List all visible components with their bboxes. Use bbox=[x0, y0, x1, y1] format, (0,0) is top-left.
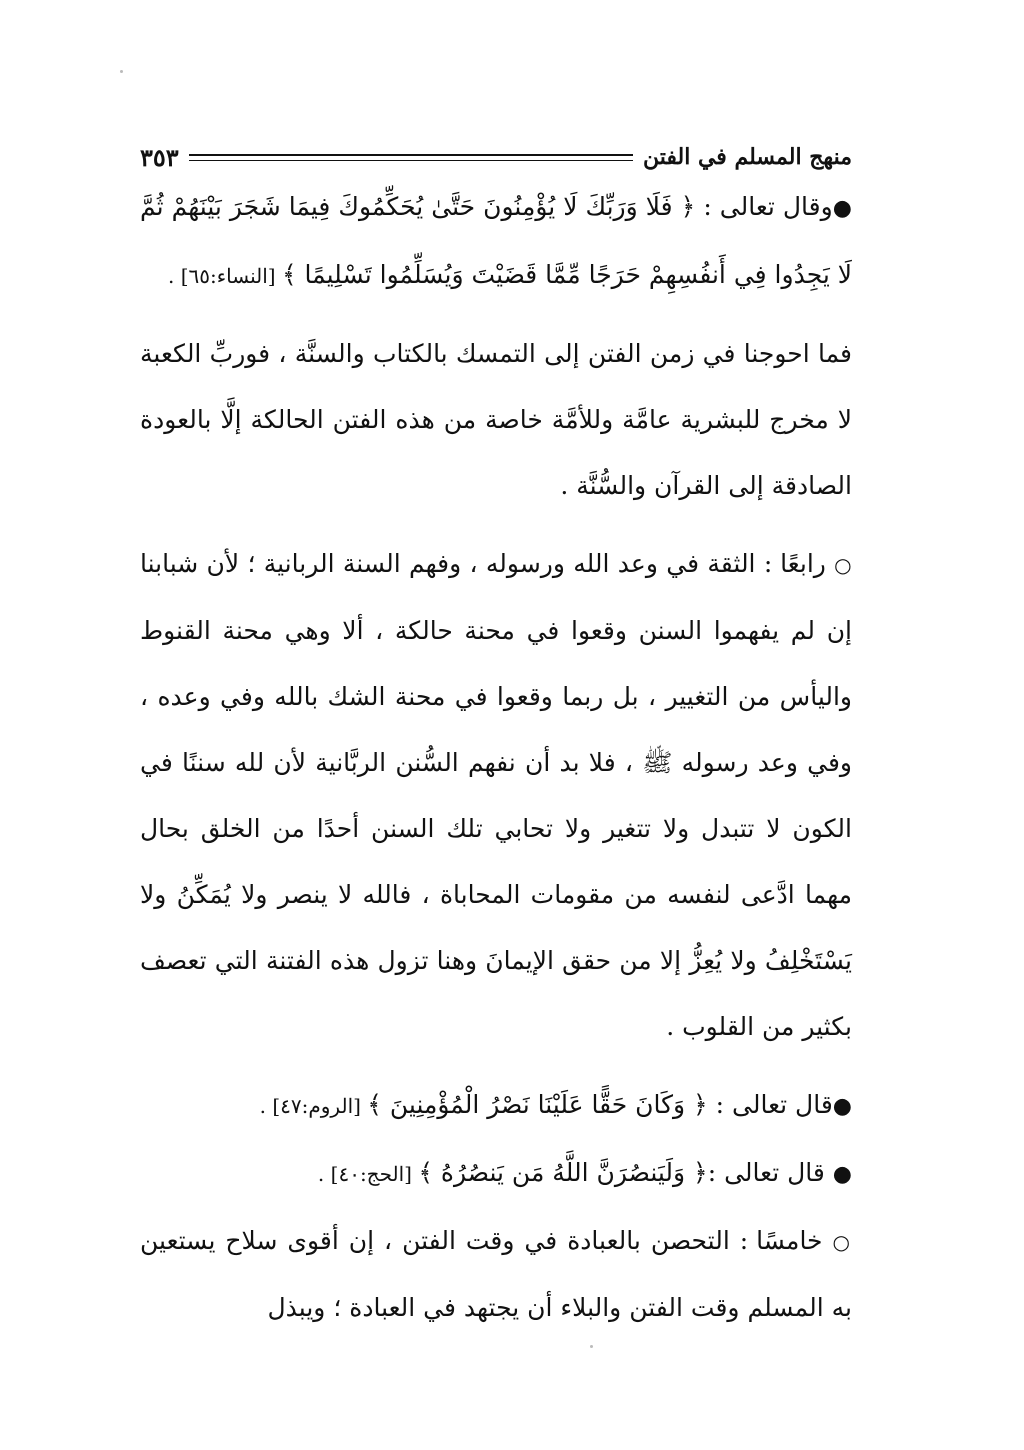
page-number: ٣٥٣ bbox=[140, 142, 179, 172]
quran-citation-nisa bbox=[140, 174, 852, 309]
citation-intro: قال تعالى : bbox=[707, 1158, 833, 1187]
verse-reference: [النساء:٦٥] . bbox=[168, 264, 282, 288]
bullet-icon: ● bbox=[832, 1094, 852, 1119]
circle-bullet-icon: ○ bbox=[832, 1230, 852, 1254]
scan-speck bbox=[120, 70, 123, 73]
book-page bbox=[140, 140, 852, 1341]
quran-verse: ﴿ فَلَا وَرَبِّكَ لَا يُؤْمِنُونَ حَتَّىٰ يُحَكِّمُوكَ فِيمَا شَجَرَ بَيْنَهُمْ ثُمَّ لَا يَجِدُوا فِي أَنفُسِهِمْ حَرَجًا مِّمَّا قَضَيْتَ وَيُسَلِّمُوا تَسْلِيمًا ﴾ bbox=[140, 192, 852, 289]
page-body bbox=[140, 174, 852, 1341]
quran-citation-rum bbox=[140, 1072, 852, 1140]
section-fourth bbox=[140, 531, 852, 1060]
section-text: رابعًا : الثقة في وعد الله ورسوله ، وفهم السنة الربانية ؛ لأن شبابنا إن لم يفهموا السنن وقعوا في محنة حالكة ، ألا وهي محنة القنوط واليأس من التغيير ، بل ربما وقعوا في محنة الشك بالله وفي وعده ، وفي وعد رسوله ﷺ ، فلا بد أن نفهم السُّنن الربَّانية لأن لله سننًا في الكون لا تتبدل ولا تتغير ولا تحابي تلك السنن أحدًا من الخلق بحال مهما ادَّعى لنفسه من مقومات المحاباة ، فالله لا ينصر ولا يُمَكِّنُ ولا يَسْتَخْلِفُ ولا يُعِزُّ إلا من حقق الإيمانَ وهنا تزول هذه الفتنة التي تعصف بكثير من القلوب . bbox=[140, 549, 852, 1041]
circle-bullet-icon: ○ bbox=[834, 553, 852, 577]
verse-reference: [الحج:٤٠] . bbox=[317, 1162, 419, 1186]
book-title: منهج المسلم في الفتن bbox=[642, 144, 852, 170]
bullet-icon: ● bbox=[832, 196, 852, 221]
section-fifth bbox=[140, 1208, 852, 1341]
bullet-icon: ● bbox=[832, 1162, 852, 1187]
paragraph: فما احوجنا في زمن الفتن إلى التمسك بالكتاب والسنَّة ، فوربِّ الكعبة لا مخرج للبشرية عامَّة وللأمَّة خاصة من هذه الفتن الحالكة إلَّا بالعودة الصادقة إلى القرآن والسُّنَّة . bbox=[140, 339, 852, 500]
running-header bbox=[140, 140, 852, 174]
quran-verse: ﴿ وَلَيَنصُرَنَّ اللَّهُ مَن يَنصُرُهُ ﴾ bbox=[418, 1158, 708, 1187]
citation-intro: وقال تعالى : bbox=[695, 192, 833, 221]
quran-verse: ﴿ وَكَانَ حَقًّا عَلَيْنَا نَصْرُ الْمُؤْمِنِينَ ﴾ bbox=[367, 1090, 708, 1119]
scan-speck bbox=[590, 1345, 593, 1348]
citation-intro: قال تعالى : bbox=[707, 1090, 833, 1119]
section-text: خامسًا : التحصن بالعبادة في وقت الفتن ، إن أقوى سلاح يستعين به المسلم وقت الفتن والبلاء أن يجتهد في العبادة ؛ ويبذل bbox=[140, 1226, 852, 1322]
quran-citation-hajj bbox=[140, 1140, 852, 1208]
header-rule bbox=[189, 154, 633, 161]
verse-reference: [الروم:٤٧] . bbox=[259, 1094, 368, 1118]
